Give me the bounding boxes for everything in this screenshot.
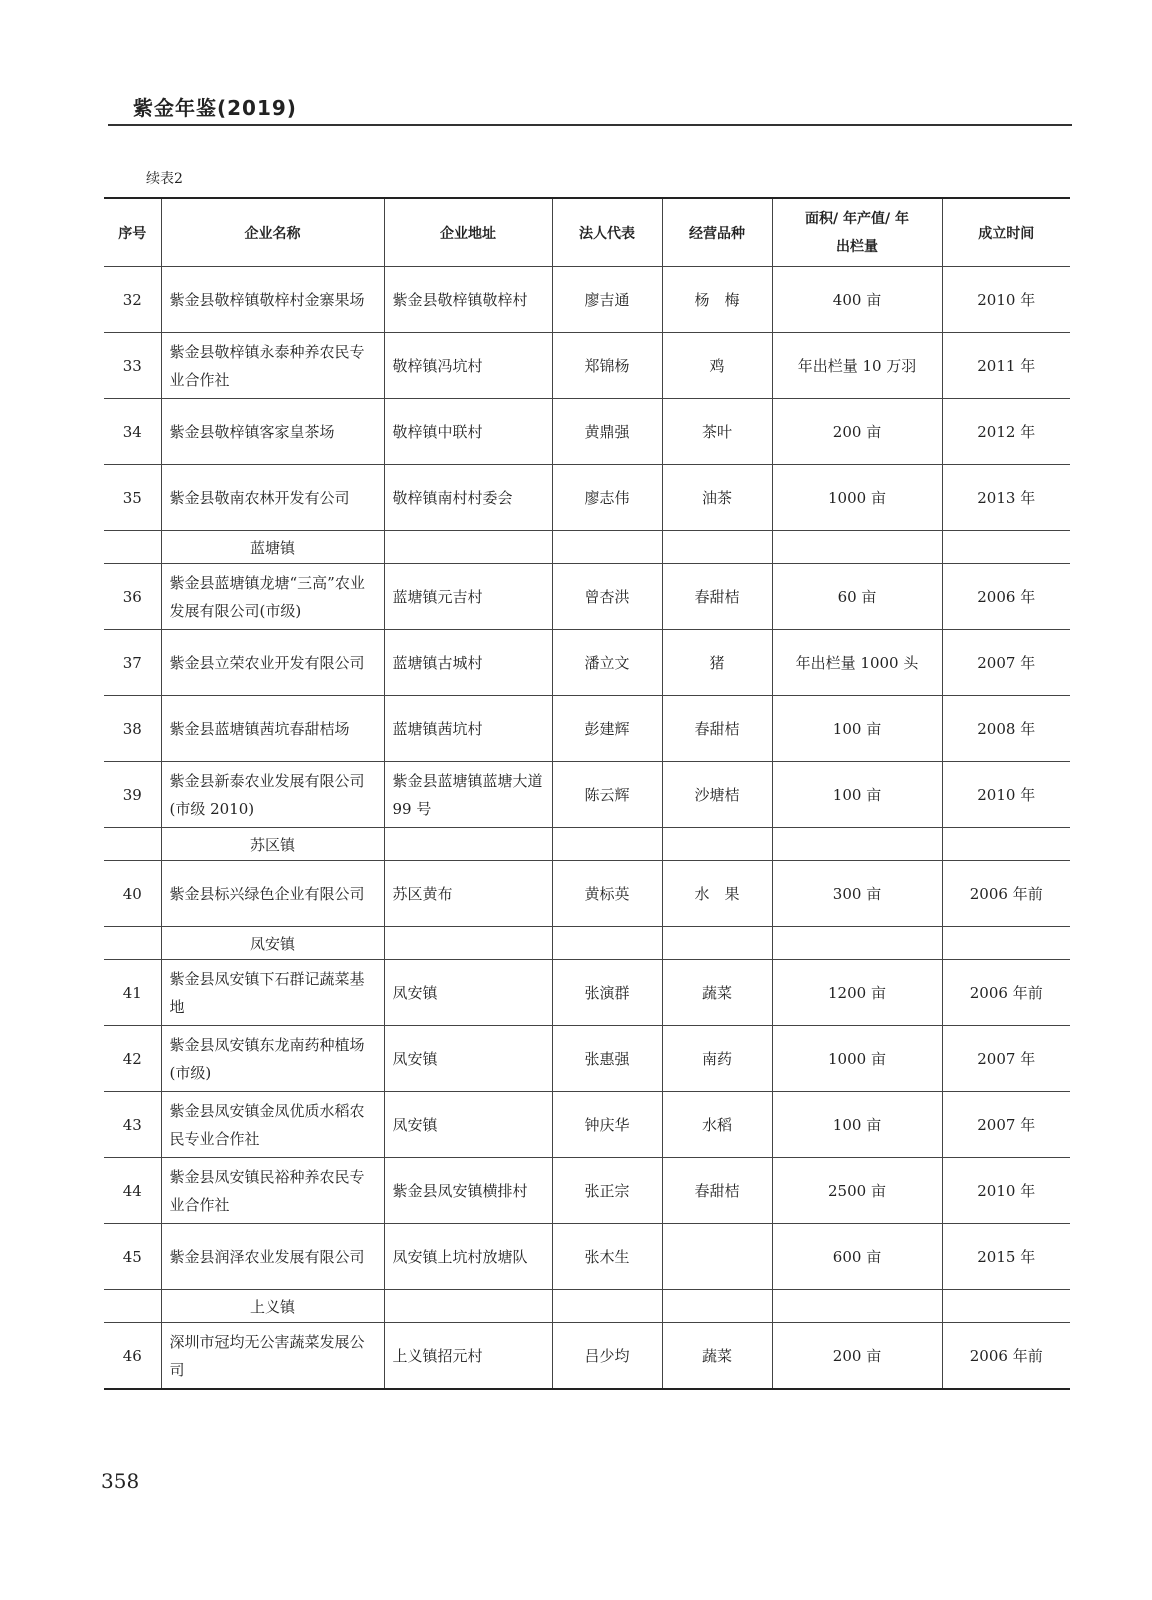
cell-product: 南药 (662, 1026, 772, 1092)
table-row (104, 696, 1070, 762)
cell-address: 蓝塘镇茜坑村 (384, 696, 552, 762)
cell-no: 43 (104, 1092, 161, 1158)
cell-scale: 1000 亩 (772, 465, 942, 531)
cell-product: 猪 (662, 630, 772, 696)
col-header-name: 企业名称 (161, 198, 384, 267)
cell-name: 紫金县凤安镇金凤优质水稻农民专业合作社 (161, 1092, 384, 1158)
cell-address: 凤安镇 (384, 1026, 552, 1092)
section-label: 凤安镇 (161, 927, 384, 960)
cell-scale: 200 亩 (772, 1323, 942, 1390)
cell-scale: 2500 亩 (772, 1158, 942, 1224)
cell-address: 蓝塘镇元吉村 (384, 564, 552, 630)
empty-cell (552, 1290, 662, 1323)
cell-scale: 1000 亩 (772, 1026, 942, 1092)
empty-cell (942, 1290, 1070, 1323)
cell-no: 35 (104, 465, 161, 531)
cell-no: 45 (104, 1224, 161, 1290)
cell-product: 水稻 (662, 1092, 772, 1158)
table-row (104, 267, 1070, 333)
cell-rep: 黄标英 (552, 861, 662, 927)
yearbook-title: 紫金年鉴(2019) (133, 96, 297, 120)
empty-cell (772, 1290, 942, 1323)
cell-year: 2006 年 (942, 564, 1070, 630)
cell-no: 42 (104, 1026, 161, 1092)
cell-scale: 年出栏量 10 万羽 (772, 333, 942, 399)
cell-name: 紫金县新泰农业发展有限公司(市级 2010) (161, 762, 384, 828)
section-row (104, 1290, 1070, 1323)
cell-year: 2006 年前 (942, 1323, 1070, 1390)
empty-cell (662, 1290, 772, 1323)
empty-cell (384, 531, 552, 564)
cell-scale: 400 亩 (772, 267, 942, 333)
table-row (104, 762, 1070, 828)
cell-name: 紫金县蓝塘镇茜坑春甜桔场 (161, 696, 384, 762)
cell-year: 2006 年前 (942, 861, 1070, 927)
cell-name: 紫金县凤安镇东龙南药种植场(市级) (161, 1026, 384, 1092)
cell-no: 32 (104, 267, 161, 333)
cell-year: 2013 年 (942, 465, 1070, 531)
cell-year: 2006 年前 (942, 960, 1070, 1026)
table-row (104, 333, 1070, 399)
cell-product: 茶叶 (662, 399, 772, 465)
cell-no: 34 (104, 399, 161, 465)
cell-rep: 张演群 (552, 960, 662, 1026)
cell-rep: 彭建辉 (552, 696, 662, 762)
section-row (104, 828, 1070, 861)
cell-product: 蔬菜 (662, 1323, 772, 1390)
cell-no: 46 (104, 1323, 161, 1390)
cell-no: 41 (104, 960, 161, 1026)
cell-scale: 年出栏量 1000 头 (772, 630, 942, 696)
empty-cell (104, 927, 161, 960)
table-row (104, 960, 1070, 1026)
empty-cell (772, 828, 942, 861)
cell-scale: 300 亩 (772, 861, 942, 927)
table-row (104, 564, 1070, 630)
empty-cell (942, 828, 1070, 861)
cell-scale: 1200 亩 (772, 960, 942, 1026)
cell-year: 2010 年 (942, 267, 1070, 333)
cell-address: 苏区黄布 (384, 861, 552, 927)
cell-product: 杨 梅 (662, 267, 772, 333)
cell-rep: 廖吉通 (552, 267, 662, 333)
cell-product: 鸡 (662, 333, 772, 399)
section-row (104, 927, 1070, 960)
cell-name: 紫金县敬梓镇永泰种养农民专业合作社 (161, 333, 384, 399)
cell-name: 紫金县标兴绿色企业有限公司 (161, 861, 384, 927)
cell-year: 2007 年 (942, 1026, 1070, 1092)
cell-address: 敬梓镇南村村委会 (384, 465, 552, 531)
cell-no: 39 (104, 762, 161, 828)
cell-rep: 廖志伟 (552, 465, 662, 531)
empty-cell (104, 531, 161, 564)
cell-rep: 张正宗 (552, 1158, 662, 1224)
cell-product: 春甜桔 (662, 564, 772, 630)
empty-cell (552, 828, 662, 861)
cell-rep: 张木生 (552, 1224, 662, 1290)
table-row (104, 1092, 1070, 1158)
cell-no: 40 (104, 861, 161, 927)
table-row (104, 630, 1070, 696)
cell-rep: 郑锦杨 (552, 333, 662, 399)
empty-cell (384, 1290, 552, 1323)
cell-rep: 陈云辉 (552, 762, 662, 828)
header-rule (108, 124, 1072, 126)
col-header-scale: 面积/ 年产值/ 年出栏量 (772, 198, 942, 267)
table-row (104, 861, 1070, 927)
cell-product: 春甜桔 (662, 1158, 772, 1224)
cell-name: 深圳市冠均无公害蔬菜发展公司 (161, 1323, 384, 1390)
cell-name: 紫金县立荣农业开发有限公司 (161, 630, 384, 696)
empty-cell (772, 531, 942, 564)
empty-cell (104, 828, 161, 861)
cell-name: 紫金县润泽农业发展有限公司 (161, 1224, 384, 1290)
empty-cell (942, 927, 1070, 960)
cell-address: 敬梓镇中联村 (384, 399, 552, 465)
cell-address: 紫金县蓝塘镇蓝塘大道 99 号 (384, 762, 552, 828)
empty-cell (662, 828, 772, 861)
section-label: 蓝塘镇 (161, 531, 384, 564)
cell-name: 紫金县敬南农林开发有公司 (161, 465, 384, 531)
section-label: 上义镇 (161, 1290, 384, 1323)
table-row (104, 1158, 1070, 1224)
col-header-year: 成立时间 (942, 198, 1070, 267)
cell-address: 上义镇招元村 (384, 1323, 552, 1390)
cell-no: 44 (104, 1158, 161, 1224)
cell-address: 紫金县敬梓镇敬梓村 (384, 267, 552, 333)
table-row (104, 399, 1070, 465)
cell-address: 敬梓镇冯坑村 (384, 333, 552, 399)
cell-year: 2010 年 (942, 1158, 1070, 1224)
cell-year: 2010 年 (942, 762, 1070, 828)
cell-address: 凤安镇上坑村放塘队 (384, 1224, 552, 1290)
cell-name: 紫金县蓝塘镇龙塘“三高”农业发展有限公司(市级) (161, 564, 384, 630)
cell-rep: 钟庆华 (552, 1092, 662, 1158)
cell-rep: 潘立文 (552, 630, 662, 696)
cell-product: 水 果 (662, 861, 772, 927)
cell-year: 2007 年 (942, 630, 1070, 696)
cell-year: 2011 年 (942, 333, 1070, 399)
empty-cell (552, 927, 662, 960)
cell-product: 春甜桔 (662, 696, 772, 762)
cell-address: 紫金县凤安镇横排村 (384, 1158, 552, 1224)
cell-rep: 张惠强 (552, 1026, 662, 1092)
empty-cell (384, 927, 552, 960)
cell-scale: 100 亩 (772, 696, 942, 762)
cell-year: 2015 年 (942, 1224, 1070, 1290)
cell-no: 33 (104, 333, 161, 399)
empty-cell (384, 828, 552, 861)
cell-scale: 600 亩 (772, 1224, 942, 1290)
table-row (104, 1026, 1070, 1092)
cell-name: 紫金县敬梓镇客家皇茶场 (161, 399, 384, 465)
enterprise-table (104, 197, 1070, 1390)
cell-rep: 黄鼎强 (552, 399, 662, 465)
cell-scale: 100 亩 (772, 762, 942, 828)
table-caption: 续表2 (146, 171, 183, 187)
col-header-address: 企业地址 (384, 198, 552, 267)
cell-address: 蓝塘镇古城村 (384, 630, 552, 696)
empty-cell (942, 531, 1070, 564)
empty-cell (662, 531, 772, 564)
empty-cell (552, 531, 662, 564)
empty-cell (772, 927, 942, 960)
cell-address: 凤安镇 (384, 960, 552, 1026)
table-row (104, 1323, 1070, 1390)
section-label: 苏区镇 (161, 828, 384, 861)
page-number: 358 (101, 1469, 140, 1493)
table-header-row (104, 198, 1070, 267)
table-row (104, 465, 1070, 531)
col-header-no: 序号 (104, 198, 161, 267)
cell-rep: 曾杏洪 (552, 564, 662, 630)
cell-product: 沙塘桔 (662, 762, 772, 828)
col-header-product: 经营品种 (662, 198, 772, 267)
cell-no: 38 (104, 696, 161, 762)
cell-name: 紫金县凤安镇下石群记蔬菜基地 (161, 960, 384, 1026)
cell-scale: 60 亩 (772, 564, 942, 630)
cell-product: 油茶 (662, 465, 772, 531)
empty-cell (104, 1290, 161, 1323)
cell-year: 2007 年 (942, 1092, 1070, 1158)
cell-address: 凤安镇 (384, 1092, 552, 1158)
table-row (104, 1224, 1070, 1290)
col-header-rep: 法人代表 (552, 198, 662, 267)
cell-rep: 吕少均 (552, 1323, 662, 1390)
cell-no: 36 (104, 564, 161, 630)
cell-year: 2008 年 (942, 696, 1070, 762)
table-body (104, 267, 1070, 1390)
cell-product (662, 1224, 772, 1290)
cell-name: 紫金县凤安镇民裕种养农民专业合作社 (161, 1158, 384, 1224)
cell-scale: 100 亩 (772, 1092, 942, 1158)
cell-year: 2012 年 (942, 399, 1070, 465)
section-row (104, 531, 1070, 564)
cell-scale: 200 亩 (772, 399, 942, 465)
cell-product: 蔬菜 (662, 960, 772, 1026)
cell-no: 37 (104, 630, 161, 696)
empty-cell (662, 927, 772, 960)
cell-name: 紫金县敬梓镇敬梓村金寨果场 (161, 267, 384, 333)
